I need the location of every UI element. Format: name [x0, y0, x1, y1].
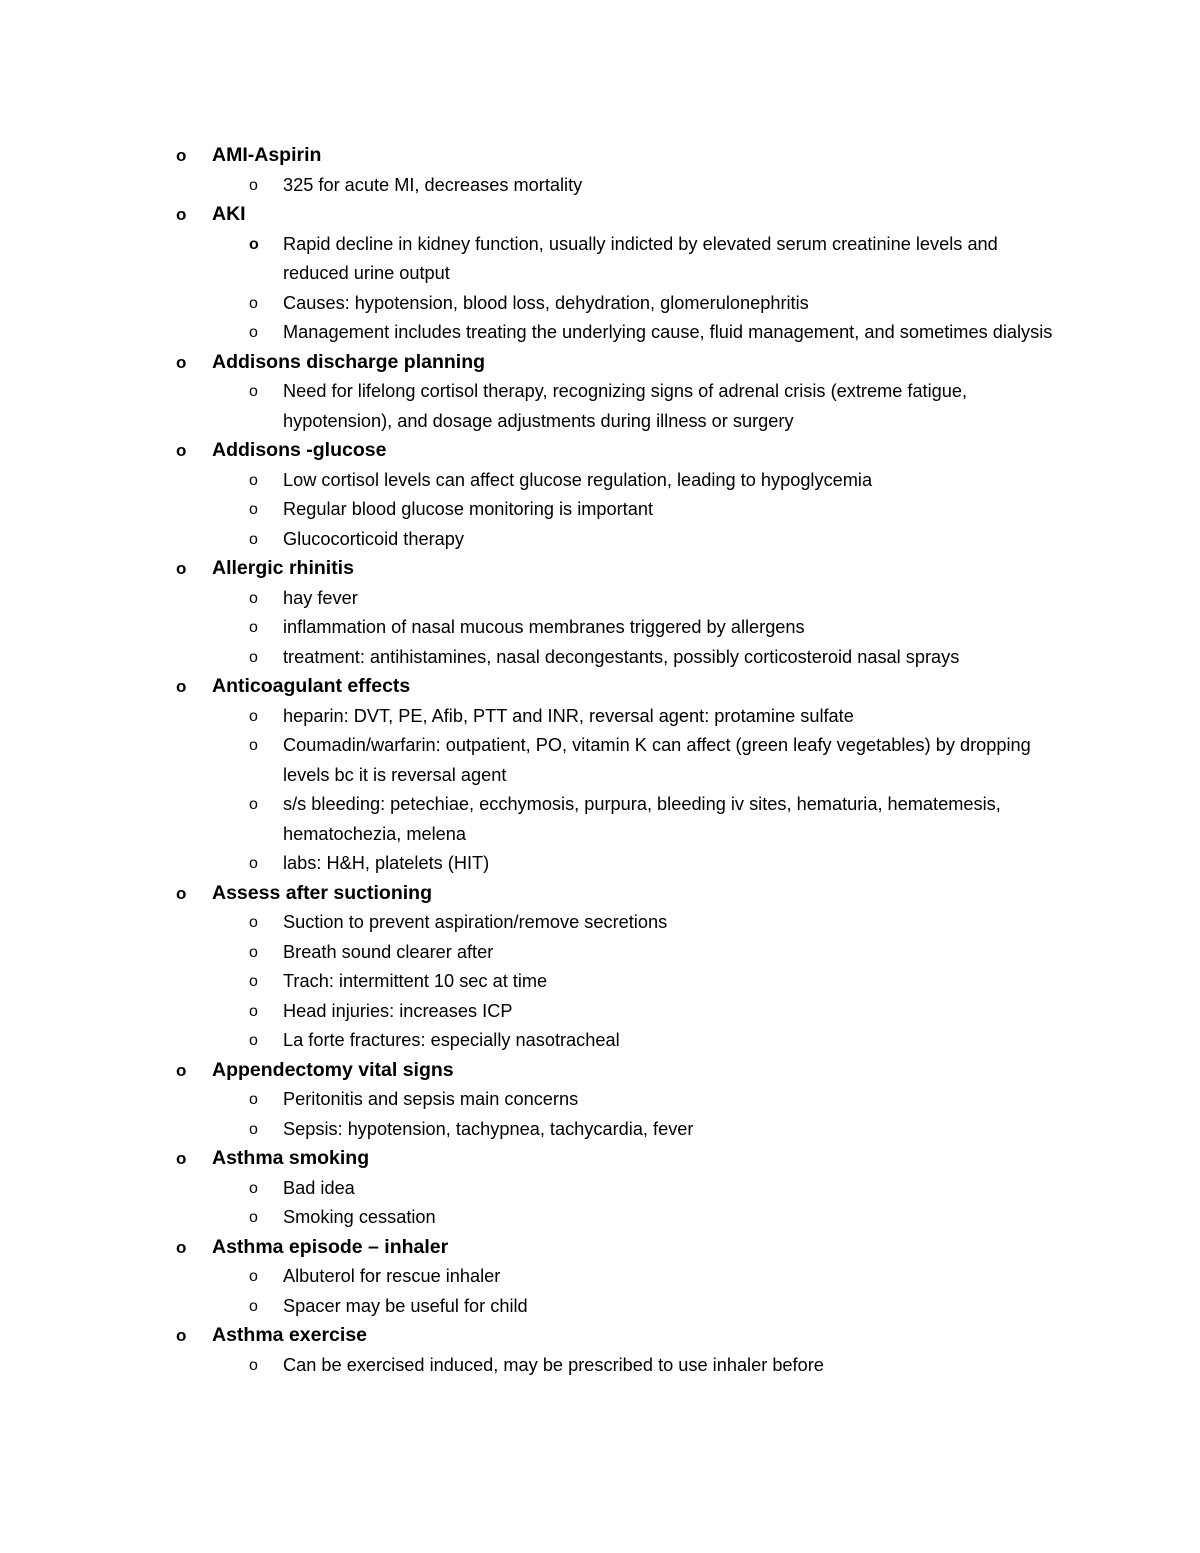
item-bullet-icon: o — [249, 383, 258, 400]
topic-section — [0, 348, 1200, 437]
item-bullet-icon: o — [249, 1297, 258, 1315]
topic-title: Asthma smoking — [212, 1147, 370, 1169]
list-item — [0, 613, 1063, 643]
topic-section — [0, 1144, 1200, 1233]
item-bullet-icon: o — [249, 707, 258, 725]
item-bullet-icon: o — [249, 1356, 258, 1374]
topic-title: Addisons -glucose — [212, 439, 387, 461]
list-item-text: Glucocorticoid therapy — [283, 528, 464, 549]
topic-section — [0, 200, 1200, 348]
item-bullet-icon: o — [249, 294, 258, 312]
topic-title: AKI — [212, 203, 246, 225]
topic-items — [0, 1262, 1200, 1321]
list-item — [0, 643, 1063, 673]
topic-section — [0, 1056, 1200, 1145]
item-bullet-icon: o — [249, 501, 258, 518]
list-item — [0, 967, 1063, 997]
topic-section — [0, 141, 1200, 200]
item-bullet-icon: o — [249, 1209, 258, 1226]
list-item-text: Coumadin/warfarin: outpatient, PO, vitamin K can affect (green leafy vegetables) by dropping levels bc it is reversal agent — [283, 735, 1031, 785]
list-item — [0, 702, 1063, 732]
topic-bullet-icon: o — [176, 205, 187, 224]
list-item-text: Head injuries: increases ICP — [283, 1000, 513, 1021]
topic-title: Allergic rhinitis — [212, 557, 354, 579]
list-item — [0, 1292, 1063, 1322]
list-item — [0, 584, 1063, 614]
topic-title: Anticoagulant effects — [212, 675, 411, 697]
topic-items — [0, 466, 1200, 555]
list-item — [0, 318, 1063, 348]
list-item — [0, 171, 1063, 201]
list-item-text: Need for lifelong cortisol therapy, recognizing signs of adrenal crisis (extreme fatigue, hypotension), and dosage adjustments during illness or surgery — [283, 381, 968, 431]
list-item — [0, 731, 1063, 790]
topic-heading — [0, 1056, 1200, 1086]
topic-bullet-icon: o — [176, 1237, 187, 1257]
list-item-text: Can be exercised induced, may be prescribed to use inhaler before — [283, 1354, 824, 1375]
list-item-text: s/s bleeding: petechiae, ecchymosis, purpura, bleeding iv sites, hematuria, hematemesis, hematochezia, melena — [283, 794, 1001, 844]
list-item-text: 325 for acute MI, decreases mortality — [283, 174, 583, 195]
topic-items — [0, 1085, 1200, 1144]
topic-bullet-icon: o — [176, 1060, 187, 1080]
topic-heading — [0, 1233, 1200, 1263]
topic-heading — [0, 1321, 1200, 1351]
item-bullet-icon: o — [249, 737, 258, 754]
topic-title: Asthma episode – inhaler — [212, 1235, 449, 1258]
list-item — [0, 1262, 1063, 1292]
list-item — [0, 1026, 1063, 1056]
list-item — [0, 997, 1063, 1027]
topic-bullet-icon: o — [176, 677, 187, 696]
list-item-text: hay fever — [283, 587, 358, 608]
list-item-text: Trach: intermittent 10 sec at time — [283, 971, 548, 991]
topic-title: Addisons discharge planning — [212, 350, 486, 373]
topic-bullet-icon: o — [176, 1149, 187, 1168]
topic-bullet-icon: o — [176, 559, 187, 578]
item-bullet-icon: o — [249, 589, 258, 607]
list-item — [0, 289, 1063, 319]
topic-bullet-icon: o — [176, 441, 187, 460]
list-item — [0, 908, 1063, 938]
list-item — [0, 466, 1063, 496]
item-bullet-icon: o — [249, 1002, 258, 1020]
item-bullet-icon: o — [249, 1268, 258, 1285]
topic-items — [0, 171, 1200, 201]
item-bullet-icon: o — [249, 1120, 258, 1138]
list-item-text: Smoking cessation — [283, 1207, 436, 1227]
document-page — [0, 141, 1200, 1380]
list-item — [0, 377, 1063, 436]
item-bullet-icon: o — [249, 648, 258, 666]
topic-heading — [0, 879, 1200, 909]
list-item-text: Suction to prevent aspiration/remove secretions — [283, 912, 668, 932]
item-bullet-icon: o — [249, 914, 258, 931]
list-item-text: Causes: hypotension, blood loss, dehydration, glomerulonephritis — [283, 292, 809, 313]
list-item — [0, 1115, 1063, 1145]
topic-heading — [0, 141, 1200, 171]
list-item — [0, 849, 1063, 879]
topic-items — [0, 1351, 1200, 1381]
list-item-text: labs: H&H, platelets (HIT) — [283, 853, 490, 873]
topic-section — [0, 554, 1200, 672]
topic-bullet-icon: o — [176, 352, 187, 372]
topic-title: Assess after suctioning — [212, 881, 432, 904]
topic-heading — [0, 672, 1200, 702]
list-item — [0, 230, 1063, 289]
topic-bullet-icon: o — [176, 146, 187, 165]
topic-title: Asthma exercise — [212, 1324, 368, 1346]
list-item — [0, 790, 1063, 849]
list-item — [0, 1085, 1063, 1115]
item-bullet-icon: o — [249, 324, 258, 341]
list-item — [0, 525, 1063, 555]
item-bullet-icon: o — [249, 1032, 258, 1049]
topic-title: Appendectomy vital signs — [212, 1058, 454, 1081]
topic-bullet-icon: o — [176, 883, 187, 903]
item-bullet-icon: o — [249, 796, 258, 813]
topic-heading — [0, 200, 1200, 230]
item-bullet-icon: o — [249, 943, 258, 961]
topic-title: AMI-Aspirin — [212, 144, 322, 166]
topic-section — [0, 672, 1200, 879]
topic-section — [0, 436, 1200, 554]
list-item-text: Spacer may be useful for child — [283, 1295, 528, 1316]
list-item-text: Breath sound clearer after — [283, 941, 494, 962]
list-item-text: heparin: DVT, PE, Afib, PTT and INR, reversal agent: protamine sulfate — [283, 705, 854, 726]
topic-bullet-icon: o — [176, 1326, 187, 1345]
item-bullet-icon: o — [249, 176, 258, 194]
topic-items — [0, 584, 1200, 673]
item-bullet-icon: o — [249, 530, 258, 548]
list-item-text: Peritonitis and sepsis main concerns — [283, 1089, 579, 1109]
topic-section — [0, 1233, 1200, 1322]
list-item-text: Albuterol for rescue inhaler — [283, 1266, 501, 1286]
list-item-text: treatment: antihistamines, nasal decongestants, possibly corticosteroid nasal sprays — [283, 646, 960, 667]
topic-heading — [0, 348, 1200, 378]
list-item — [0, 938, 1063, 968]
topic-items — [0, 1174, 1200, 1233]
list-item — [0, 1351, 1063, 1381]
list-item-text: Low cortisol levels can affect glucose regulation, leading to hypoglycemia — [283, 469, 873, 490]
list-item-text: Bad idea — [283, 1177, 355, 1198]
list-item — [0, 495, 1063, 525]
topic-items — [0, 377, 1200, 436]
list-item-text: La forte fractures: especially nasotracheal — [283, 1030, 620, 1050]
list-item — [0, 1203, 1063, 1233]
list-item-text: inflammation of nasal mucous membranes triggered by allergens — [283, 617, 805, 637]
item-bullet-icon: o — [249, 855, 258, 872]
topic-heading — [0, 1144, 1200, 1174]
list-item — [0, 1174, 1063, 1204]
list-item-text: Regular blood glucose monitoring is important — [283, 499, 654, 519]
topic-section — [0, 879, 1200, 1056]
list-item-text: Sepsis: hypotension, tachypnea, tachycardia, fever — [283, 1118, 694, 1139]
topic-items — [0, 702, 1200, 879]
topic-heading — [0, 436, 1200, 466]
list-item-text: Rapid decline in kidney function, usually indicted by elevated serum creatinine levels and reduced urine output — [283, 233, 998, 283]
item-bullet-icon: o — [249, 471, 258, 489]
item-bullet-icon: o — [249, 235, 259, 253]
item-bullet-icon: o — [249, 973, 258, 990]
list-item-text: Management includes treating the underlying cause, fluid management, and sometimes dialysis — [283, 322, 1053, 342]
item-bullet-icon: o — [249, 1179, 258, 1197]
topic-items — [0, 230, 1200, 348]
topic-section — [0, 1321, 1200, 1380]
item-bullet-icon: o — [249, 1091, 258, 1108]
topic-heading — [0, 554, 1200, 584]
topic-items — [0, 908, 1200, 1056]
item-bullet-icon: o — [249, 619, 258, 636]
